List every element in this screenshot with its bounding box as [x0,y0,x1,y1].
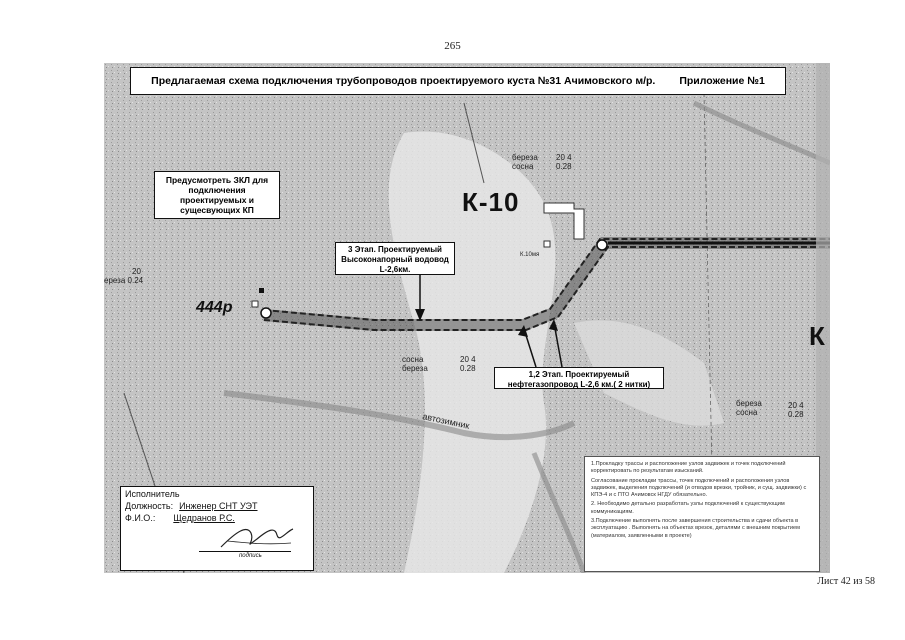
executor-position: Должность: Инженер СНТ УЭТ [125,501,258,511]
signature-mark [217,521,297,553]
forest-label: сосна береза [402,355,428,373]
signature-caption: подпись [239,553,262,559]
appendix-label: Приложение №1 [679,75,765,87]
pad-k10-label: К-10 [462,187,520,217]
well-444-label: 444р [196,299,233,316]
executor-stamp [120,486,314,571]
forest-stand-numbers: 20 4 0.28 [788,401,804,419]
notes-panel [584,456,820,572]
map-title-box [130,67,786,95]
executor-name: Ф.И.О.: Щедранов Р.С. [125,513,235,523]
note-item: 1.Прокладку трассы и расположение узлов задвижек и точек подключений корректировать по результатам изысканий. [591,461,786,475]
scheme-map [104,63,830,573]
water-pipeline-callout: 3 Этап. Проектируемый Высоконапорный водовод L-2,6км. [335,242,455,275]
marker-square [544,241,550,247]
note-item: 2. Необходимо детально разработать узлы подключений к существующим коммуникациям. [591,501,785,515]
well-444-node [261,308,271,318]
forest-stand-numbers: 20 4 0.28 [556,153,572,171]
k10-small-label: К.10мя [520,252,540,258]
forest-label: береза сосна [512,153,538,171]
executor-header: Исполнитель [125,489,180,499]
road-label: автозимник [421,411,471,431]
oil-pipeline-callout: 1,2 Этап. Проектируемый нефтегазопровод L-2,6 км.( 2 нитки) [494,367,664,389]
sheet-label: Лист 42 из 58 [817,576,875,587]
forest-label: 20 ереза 0.24 [104,267,144,285]
marker-square [252,301,258,307]
page-number: 265 [444,40,461,52]
marker-square [259,288,264,293]
forest-label: береза сосна [736,399,762,417]
forest-stand-numbers: 20 4 0.28 [460,355,476,373]
signature-line [199,551,291,552]
map-title: Предлагаемая схема подключения трубопроводов проектируемого куста №31 Ачимовского м/р. [151,75,656,87]
note-item: Согласование прокладки трассы, точек подключений и расположения узлов задвижек, выделения подключений (и отводов врезки, тройник, и сущ. задвижки) с КПЭ-4 и с ПТО Ачимовск НГДУ обязательно. [591,477,807,499]
connection-node [597,240,607,250]
pad-k-label: К [809,321,825,351]
note-item: 3.Подключение выполнять после завершения строительства и сдачи объекта в эксплуатацию . Выполнять на объектах врезок, деталями с внешним покрытием (материалом, заявленными в проекте) [591,518,800,539]
zkl-note: Предусмотреть ЗКЛ для подключения проектируемых и сущесвующих КП [154,171,280,219]
